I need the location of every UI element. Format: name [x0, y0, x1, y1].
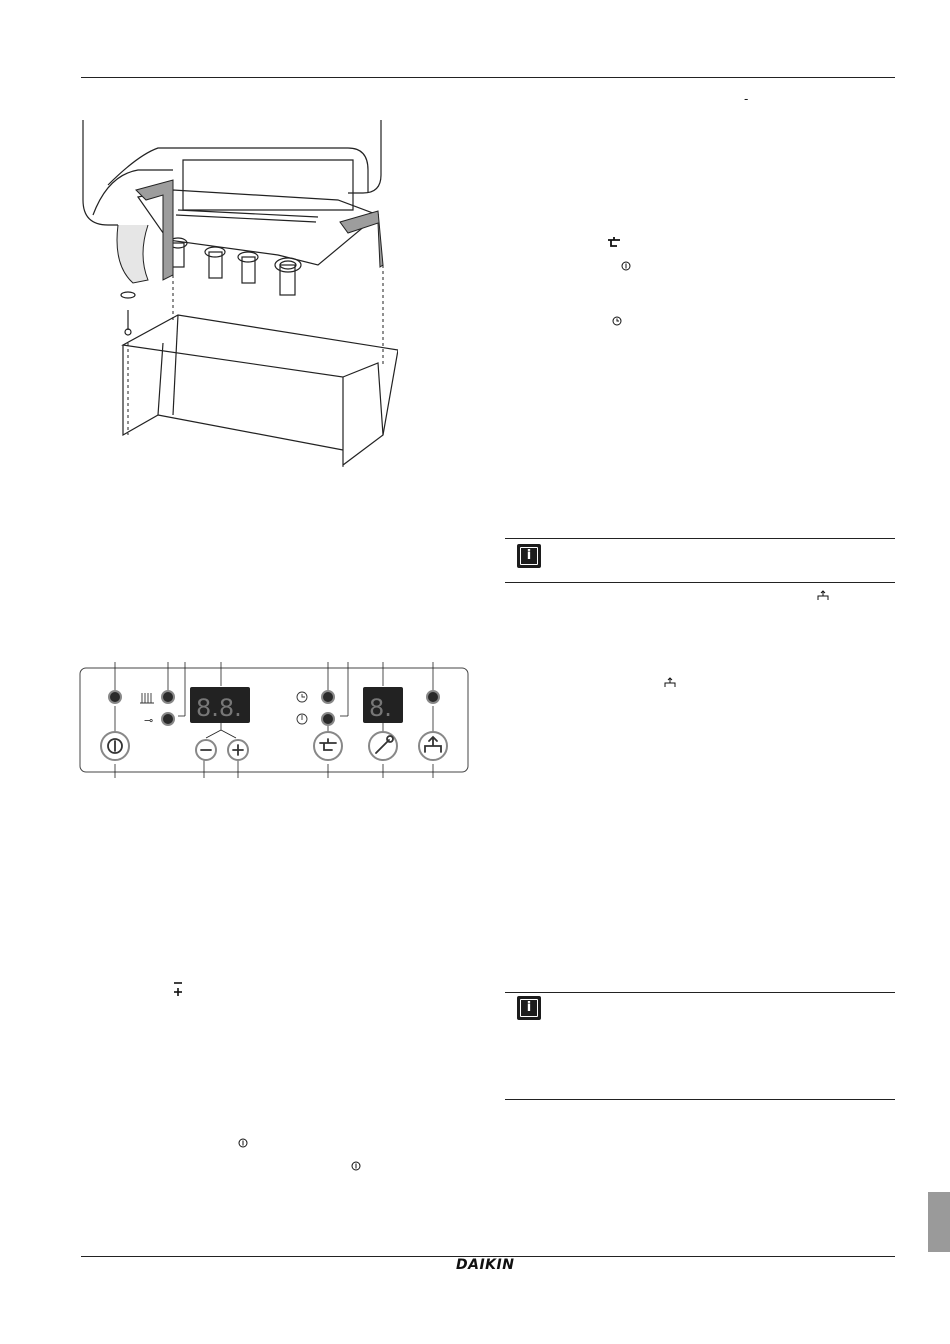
- notice-top-rule: [505, 538, 895, 539]
- notice-bottom-rule: [505, 1099, 895, 1100]
- section-side-tab: [928, 1192, 950, 1252]
- reset-icon: [664, 677, 676, 691]
- seg-display-2: 8.: [369, 694, 392, 722]
- control-panel-diagram: [78, 660, 470, 780]
- clock-icon: [612, 316, 622, 329]
- info-icon: i: [517, 544, 541, 568]
- power-icon: [351, 1161, 361, 1174]
- daikin-logo: DAIKIN: [456, 1257, 515, 1273]
- info-icon: i: [517, 996, 541, 1020]
- header-rule: [81, 77, 895, 78]
- boiler-cover-illustration: [78, 115, 398, 475]
- minus-plus-icon: [173, 981, 183, 1000]
- svg-text:⊸: ⊸: [144, 714, 154, 727]
- power-icon: [238, 1138, 248, 1151]
- seg-display-1: 8.8.: [196, 694, 242, 722]
- header-dash: -: [744, 91, 749, 106]
- tap-icon: [607, 236, 621, 251]
- notice-bottom-rule: [505, 582, 895, 583]
- power-icon: [621, 261, 631, 274]
- notice-top-rule: [505, 992, 895, 993]
- reset-icon: [817, 590, 829, 604]
